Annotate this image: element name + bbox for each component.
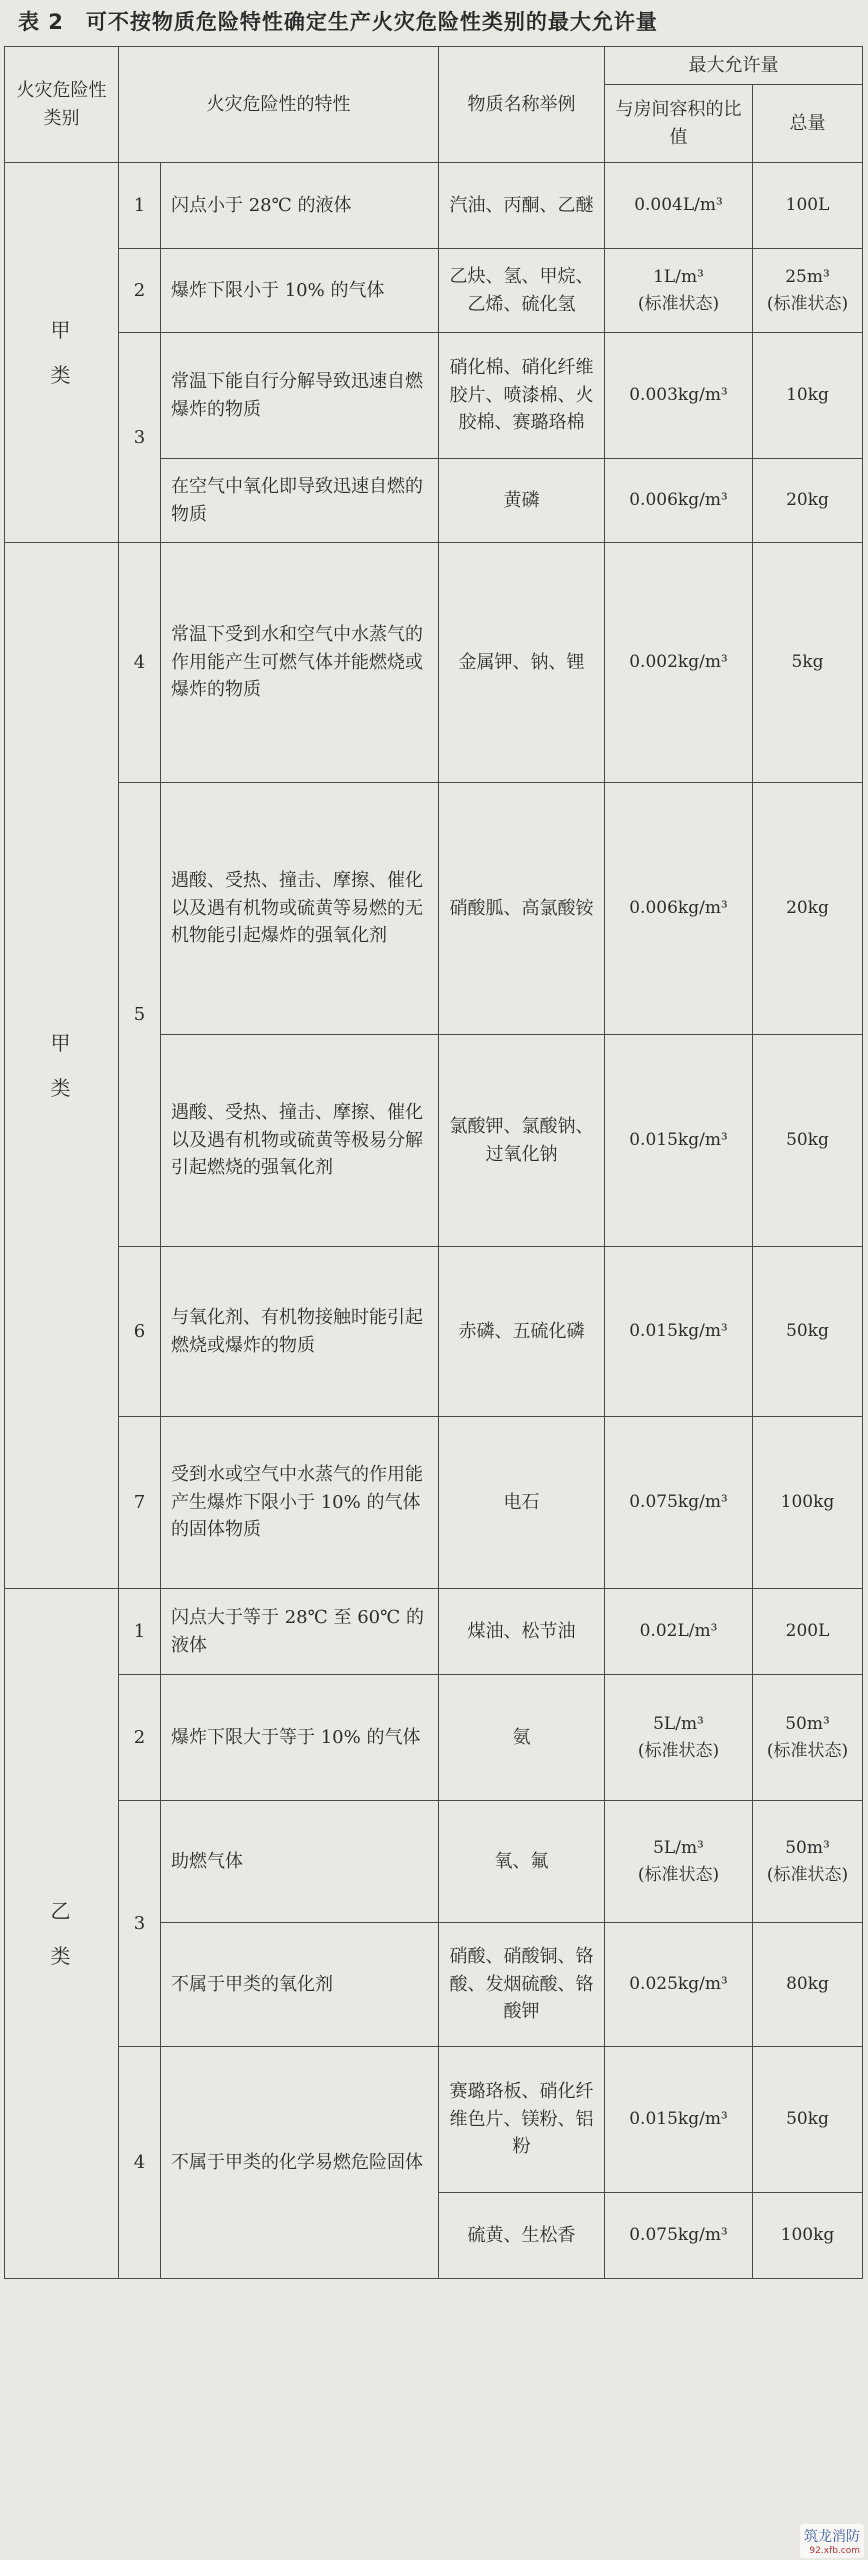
- ratio-note: (标准状态): [637, 293, 720, 314]
- feature-cell: 不属于甲类的化学易燃危险固体: [161, 2047, 439, 2279]
- total-cell: [753, 163, 863, 249]
- ratio-note: (标准状态): [637, 1864, 720, 1885]
- ratio-cell: [605, 1247, 753, 1417]
- category-cell: [5, 1589, 119, 2279]
- item-number: 2: [119, 1675, 161, 1801]
- examples-cell: 赛璐珞板、硝化纤维色片、镁粉、铝粉: [439, 2047, 605, 2193]
- ratio-cell: [605, 1923, 753, 2047]
- category-char: 甲: [50, 317, 73, 342]
- ratio-cell: [605, 1035, 753, 1247]
- category-cell: [5, 543, 119, 1589]
- total-value: 50m³: [785, 1714, 830, 1735]
- ratio-cell: [605, 543, 753, 783]
- table-row: [5, 2047, 863, 2193]
- total-value: 100L: [785, 195, 830, 216]
- table-row: [5, 163, 863, 249]
- feature-cell: 常温下受到水和空气中水蒸气的作用能产生可燃气体并能燃烧或爆炸的物质: [161, 543, 439, 783]
- header-total: 总量: [753, 85, 863, 163]
- total-cell: [753, 2047, 863, 2193]
- item-number: 6: [119, 1247, 161, 1417]
- feature-cell: 常温下能自行分解导致迅速自燃爆炸的物质: [161, 333, 439, 459]
- total-cell: [753, 1801, 863, 1923]
- table-row: [5, 249, 863, 333]
- total-cell: [753, 783, 863, 1035]
- total-value: 25m³: [785, 267, 830, 288]
- examples-cell: 黄磷: [439, 459, 605, 543]
- category-char: 类: [50, 1943, 73, 1968]
- header-row-1: [5, 47, 863, 85]
- ratio-cell: [605, 2193, 753, 2279]
- ratio-value: 0.015kg/m³: [629, 1321, 728, 1342]
- examples-cell: 氯酸钾、氯酸钠、过氧化钠: [439, 1035, 605, 1247]
- table-row: [5, 1675, 863, 1801]
- ratio-cell: [605, 2047, 753, 2193]
- examples-cell: 金属钾、钠、锂: [439, 543, 605, 783]
- watermark-text: 筑龙消防: [804, 2529, 860, 2545]
- ratio-value: 0.006kg/m³: [629, 490, 728, 511]
- ratio-cell: [605, 333, 753, 459]
- feature-cell: 与氧化剂、有机物接触时能引起燃烧或爆炸的物质: [161, 1247, 439, 1417]
- max-allowance-table: [4, 46, 863, 2279]
- ratio-value: 0.002kg/m³: [629, 652, 728, 673]
- ratio-value: 0.004L/m³: [634, 195, 723, 216]
- total-value: 20kg: [786, 898, 829, 919]
- total-note: (标准状态): [766, 1740, 849, 1761]
- total-note: (标准状态): [766, 293, 849, 314]
- category-char: 类: [50, 1075, 73, 1100]
- ratio-value: 0.003kg/m³: [629, 385, 728, 406]
- total-cell: [753, 249, 863, 333]
- total-cell: [753, 1589, 863, 1675]
- feature-cell: 遇酸、受热、撞击、摩擦、催化以及遇有机物或硫黄等极易分解引起燃烧的强氧化剂: [161, 1035, 439, 1247]
- header-feature: 火灾危险性的特性: [119, 47, 439, 163]
- category-char: 类: [50, 362, 73, 387]
- feature-cell: 在空气中氧化即导致迅速自燃的物质: [161, 459, 439, 543]
- ratio-cell: [605, 1417, 753, 1589]
- item-number: 4: [119, 2047, 161, 2279]
- ratio-value: 0.006kg/m³: [629, 898, 728, 919]
- ratio-cell: [605, 1801, 753, 1923]
- examples-cell: 硝化棉、硝化纤维胶片、喷漆棉、火胶棉、赛璐珞棉: [439, 333, 605, 459]
- total-cell: [753, 1417, 863, 1589]
- ratio-value: 5L/m³: [653, 1714, 704, 1735]
- total-value: 50kg: [786, 2109, 829, 2130]
- total-cell: [753, 1247, 863, 1417]
- total-value: 50kg: [786, 1321, 829, 1342]
- feature-cell: 不属于甲类的氧化剂: [161, 1923, 439, 2047]
- ratio-cell: [605, 163, 753, 249]
- examples-cell: 煤油、松节油: [439, 1589, 605, 1675]
- examples-cell: 硫黄、生松香: [439, 2193, 605, 2279]
- watermark-sub: 92.xfb.com: [809, 2546, 860, 2556]
- examples-cell: 乙炔、氢、甲烷、乙烯、硫化氢: [439, 249, 605, 333]
- feature-cell: 爆炸下限大于等于 10% 的气体: [161, 1675, 439, 1801]
- total-value: 5kg: [791, 652, 824, 673]
- total-cell: [753, 1923, 863, 2047]
- header-max-allowed: 最大允许量: [605, 47, 863, 85]
- total-value: 80kg: [786, 1974, 829, 1995]
- ratio-value: 5L/m³: [653, 1838, 704, 1859]
- item-number: 1: [119, 163, 161, 249]
- total-cell: [753, 543, 863, 783]
- table-row: [5, 1801, 863, 1923]
- item-number: 1: [119, 1589, 161, 1675]
- total-note: (标准状态): [766, 1864, 849, 1885]
- table-row: [5, 543, 863, 783]
- feature-cell: 遇酸、受热、撞击、摩擦、催化以及遇有机物或硫黄等易燃的无机物能引起爆炸的强氧化剂: [161, 783, 439, 1035]
- item-number: 4: [119, 543, 161, 783]
- item-number: 7: [119, 1417, 161, 1589]
- header-examples: 物质名称举例: [439, 47, 605, 163]
- examples-cell: 硝酸胍、高氯酸铵: [439, 783, 605, 1035]
- total-cell: [753, 2193, 863, 2279]
- examples-cell: 赤磷、五硫化磷: [439, 1247, 605, 1417]
- ratio-cell: [605, 783, 753, 1035]
- feature-cell: 闪点大于等于 28℃ 至 60℃ 的液体: [161, 1589, 439, 1675]
- examples-cell: 汽油、丙酮、乙醚: [439, 163, 605, 249]
- ratio-value: 0.02L/m³: [639, 1621, 718, 1642]
- header-category: 火灾危险性类别: [5, 47, 119, 163]
- table-row: [5, 1247, 863, 1417]
- category-cell: [5, 163, 119, 543]
- total-cell: [753, 459, 863, 543]
- feature-cell: 助燃气体: [161, 1801, 439, 1923]
- examples-cell: 电石: [439, 1417, 605, 1589]
- item-number: 3: [119, 1801, 161, 2047]
- ratio-value: 0.075kg/m³: [629, 1492, 728, 1513]
- category-char: 甲: [50, 1030, 73, 1055]
- feature-cell: 爆炸下限小于 10% 的气体: [161, 249, 439, 333]
- table-row: [5, 333, 863, 459]
- ratio-cell: [605, 459, 753, 543]
- item-number: 2: [119, 249, 161, 333]
- total-value: 50kg: [786, 1130, 829, 1151]
- item-number: 3: [119, 333, 161, 543]
- feature-cell: 闪点小于 28℃ 的液体: [161, 163, 439, 249]
- total-value: 200L: [785, 1621, 830, 1642]
- item-number: 5: [119, 783, 161, 1247]
- examples-cell: 氨: [439, 1675, 605, 1801]
- table-row: [5, 1417, 863, 1589]
- total-value: 10kg: [786, 385, 829, 406]
- ratio-cell: [605, 1675, 753, 1801]
- feature-cell: 受到水或空气中水蒸气的作用能产生爆炸下限小于 10% 的气体的固体物质: [161, 1417, 439, 1589]
- table-caption: 表 2 可不按物质危险特性确定生产火灾危险性类别的最大允许量: [18, 10, 658, 34]
- category-char: 乙: [50, 1898, 73, 1923]
- table-row: [5, 783, 863, 1035]
- ratio-cell: [605, 1589, 753, 1675]
- header-ratio: 与房间容积的比值: [605, 85, 753, 163]
- total-value: 50m³: [785, 1838, 830, 1859]
- total-cell: [753, 333, 863, 459]
- total-value: 100kg: [780, 1492, 835, 1513]
- ratio-value: 0.025kg/m³: [629, 1974, 728, 1995]
- ratio-note: (标准状态): [637, 1740, 720, 1761]
- ratio-value: 0.015kg/m³: [629, 1130, 728, 1151]
- table-row: [5, 1589, 863, 1675]
- ratio-value: 0.075kg/m³: [629, 2225, 728, 2246]
- total-value: 20kg: [786, 490, 829, 511]
- total-value: 100kg: [780, 2225, 835, 2246]
- ratio-value: 1L/m³: [653, 267, 704, 288]
- site-watermark: [800, 2524, 864, 2558]
- ratio-cell: [605, 249, 753, 333]
- ratio-value: 0.015kg/m³: [629, 2109, 728, 2130]
- total-cell: [753, 1675, 863, 1801]
- examples-cell: 硝酸、硝酸铜、铬酸、发烟硫酸、铬酸钾: [439, 1923, 605, 2047]
- examples-cell: 氧、氟: [439, 1801, 605, 1923]
- total-cell: [753, 1035, 863, 1247]
